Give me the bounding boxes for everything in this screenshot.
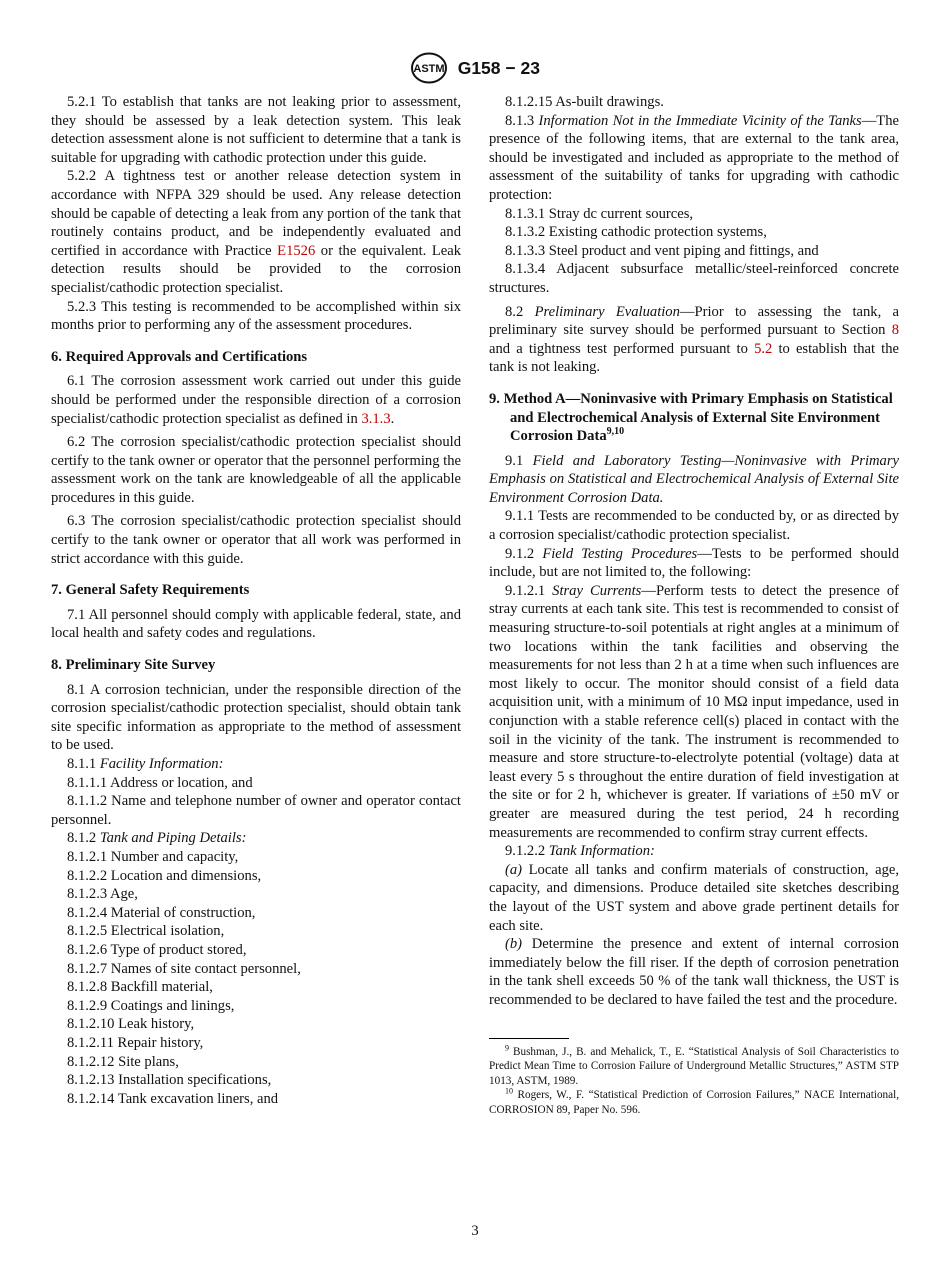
list-item: 8.1.3.1 Stray dc current sources, [505,205,694,222]
footnote-divider [489,1038,569,1039]
paragraph-9-1-2-1: 9.1.2.1 Stray Currents—Perform tests to detect the presence of stray currents at each tank site. This test is recommended to consist of measuring structure-to-soil potentials at right angles at a minimum of two locations within the tank facilities and observing the measurements for not less than 2 h at a time when such influences are most likely to occur. The monitor should consist of a field data acquisition unit, with a minimum of 10 MΩ input impedance, used in conjunction with a stable reference cell(s) placed in contact with the soil in the vicinity of the tank. The instrument is recommended to measure and store structure-to-electrolyte potential (voltage) data at least every 5 s throughout the entire duration of field investigation at the site or for 2 h, whichever is greater. If variations of ±50 mV or greater are measured during the test period, 24 h recording measurements are recommended to confirm stray current effects. [489,582,900,841]
list-item: 8.1.3.3 Steel product and vent piping and fittings, and [505,242,819,259]
paragraph-9-1-2: 9.1.2 Field Testing Procedures—Tests to be performed should include, but are not limited to, the following: [489,545,899,581]
paragraph-8-1-1-2: 8.1.1.2 Name and telephone number of owner and operator contact personnel. [51,793,461,828]
paragraph-5-2-1: 5.2.1 To establish that tanks are not leaking prior to assessment, they should be assessed by a leak detection system. This leak detection assessment alone is not sufficient to determine that a tank is suitable for upgrading with cathodic protection under this guide. [51,94,461,166]
standard-designation: G158 − 23 [457,57,540,78]
paragraph-9-1: 9.1 Field and Laboratory Testing—Noninvasive with Primary Emphasis on Statistical and Electrochemical Analysis of External Site Environment Corrosion Data. [489,452,900,506]
right-column [489,93,899,1117]
list-item: 8.1.2.12 Site plans, [67,1053,179,1070]
list-item: 8.1.3.4 Adjacent subsurface metallic/steel-reinforced concrete structures. [489,261,899,296]
list-item: 8.1.2.7 Names of site contact personnel, [67,960,301,977]
list-item: 8.1.2.8 Backfill material, [67,979,213,996]
paragraph-5-2-2: 5.2.2 A tightness test or another release detection system in accordance with NFPA 329 should be used. Any release detection should be capable of detecting a leak from any portion of the tank that routinely contains product, and be independently evaluated and certified in accordance with Practice E1526 or the equivalent. Leak detection results should be provided to the corrosion specialist/cathodic protection specialist. [51,168,461,296]
paragraph-6-2: 6.2 The corrosion specialist/cathodic protection specialist should certify to the tank owner or operator that the personnel performing the assessment work on the tank are knowledgeable of all the applicable procedures in this guide. [51,434,461,506]
svg-text:ASTM: ASTM [413,63,445,75]
list-item: 8.1.2.2 Location and dimensions, [67,867,262,884]
paragraph-b: (b) Determine the presence and extent of internal corrosion immediately below the fill riser. If the depth of corrosion penetration in the tank shell exceeds 50 % of the tank wall thickness, the UST is recommended to be declared to have failed the test and the procedure. [489,936,899,1008]
link-3-1-3[interactable]: 3.1.3 [361,410,391,427]
list-item: 8.1.2.9 Coatings and linings, [67,997,235,1014]
list-item: 8.1.2.6 Type of product stored, [67,941,247,958]
paragraph-5-2-3: 5.2.3 This testing is recommended to be accomplished within six months prior to performing any of the assessment procedures. [51,298,461,334]
paragraph-a: (a) Locate all tanks and confirm materials of construction, age, capacity, and dimensions. Produce detailed site sketches describing the layout of the UST system and above grade pertinent details for each site. [489,861,899,934]
section-7-heading: 7. General Safety Requirements [51,582,250,599]
page-header [0,52,950,84]
astm-logo-icon [410,52,448,84]
left-column [51,93,461,1108]
paragraph-8-2: 8.2 Preliminary Evaluation—Prior to assessing the tank, a preliminary site survey should be performed pursuant to Section 8 and a tightness test performed pursuant to 5.2 to establish that the tank is not leaking. [489,303,900,376]
section-8-heading: 8. Preliminary Site Survey [51,657,216,674]
paragraph-8-1: 8.1 A corrosion technician, under the responsible direction of the corrosion specialist/cathodic protection specialist, should obtain tank site specific information as appropriate to the method of assessment to be used. [51,681,461,754]
paragraph-9-1-1: 9.1.1 Tests are recommended to be conducted by, or as directed by a corrosion specialist/cathodic protection specialist. [489,508,899,544]
paragraph-6-1: 6.1 The corrosion assessment work carried out under this guide should be performed under the responsible direction of a corrosion specialist/cathodic protection specialist as defined in 3.1.3. [51,373,461,427]
paragraph-8-1-3: 8.1.3 Information Not in the Immediate Vicinity of the Tanks—The presence of the following items, that are external to the tank area, should be investigated and included as appropriate to the method of assessment of the suitability of tanks for upgrading with cathodic protection: [489,112,899,203]
link-5-2[interactable]: 5.2 [754,340,773,357]
section-9-heading: 9. Method A—Noninvasive with Primary Emphasis on Statistical and Electrochemical Analysis of External Site Environment Corrosion Data$^{9,10}$ [489,390,893,445]
list-item: 8.1.2.1 Number and capacity, [67,848,239,865]
list-item: 8.1.3.2 Existing cathodic protection systems, [505,224,767,241]
list-item: 8.1.2.11 Repair history, [67,1034,204,1051]
paragraph-8-1-1-1: 8.1.1.1 Address or location, and [67,774,253,791]
paragraph-7-1: 7.1 All personnel should comply with applicable federal, state, and local health and safety codes and regulations. [51,606,461,642]
link-section-8[interactable]: 8 [891,322,899,339]
list-item: 8.1.2.14 Tank excavation liners, and [67,1090,279,1107]
list-8-1-2 [51,848,461,1108]
list-8-1-3 [489,205,899,298]
paragraph-8-1-1: 8.1.1 Facility Information: [67,756,224,772]
page-number: 3 [471,1223,479,1239]
section-6-heading: 6. Required Approvals and Certifications [51,348,308,365]
paragraph-6-3: 6.3 The corrosion specialist/cathodic protection specialist should certify to the tank owner or operator that all work was performed in strict accordance with this guide. [51,513,461,567]
list-item: 8.1.2.3 Age, [67,886,138,903]
footnote-10: $^{10}$ Rogers, W., F. “Statistical Prediction of Corrosion Failures,” NACE International, CORROSION 89, Paper No. 596. [489,1086,899,1116]
list-item: 8.1.2.13 Installation specifications, [67,1072,272,1089]
list-item: 8.1.2.4 Material of construction, [67,904,256,921]
paragraph-8-1-2: 8.1.2 Tank and Piping Details: [67,830,247,847]
paragraph-9-1-2-2: 9.1.2.2 Tank Information: [505,843,655,860]
link-e1526[interactable]: E1526 [277,242,316,259]
list-item: 8.1.2.5 Electrical isolation, [67,923,225,940]
footnote-9: $^9$ Bushman, J., B. and Mehalick, T., E. “Statistical Analysis of Soil Characteristics to Predict Mean Time to Corrosion Failure of Underground Metallic Structures,” ASTM STP 1013, ASTM, 1989. [489,1042,899,1087]
footnote-ref-9-10[interactable]: 9,10 [606,426,625,438]
paragraph-8-1-2-15: 8.1.2.15 As-built drawings. [505,94,664,110]
list-item: 8.1.2.10 Leak history, [67,1016,195,1033]
